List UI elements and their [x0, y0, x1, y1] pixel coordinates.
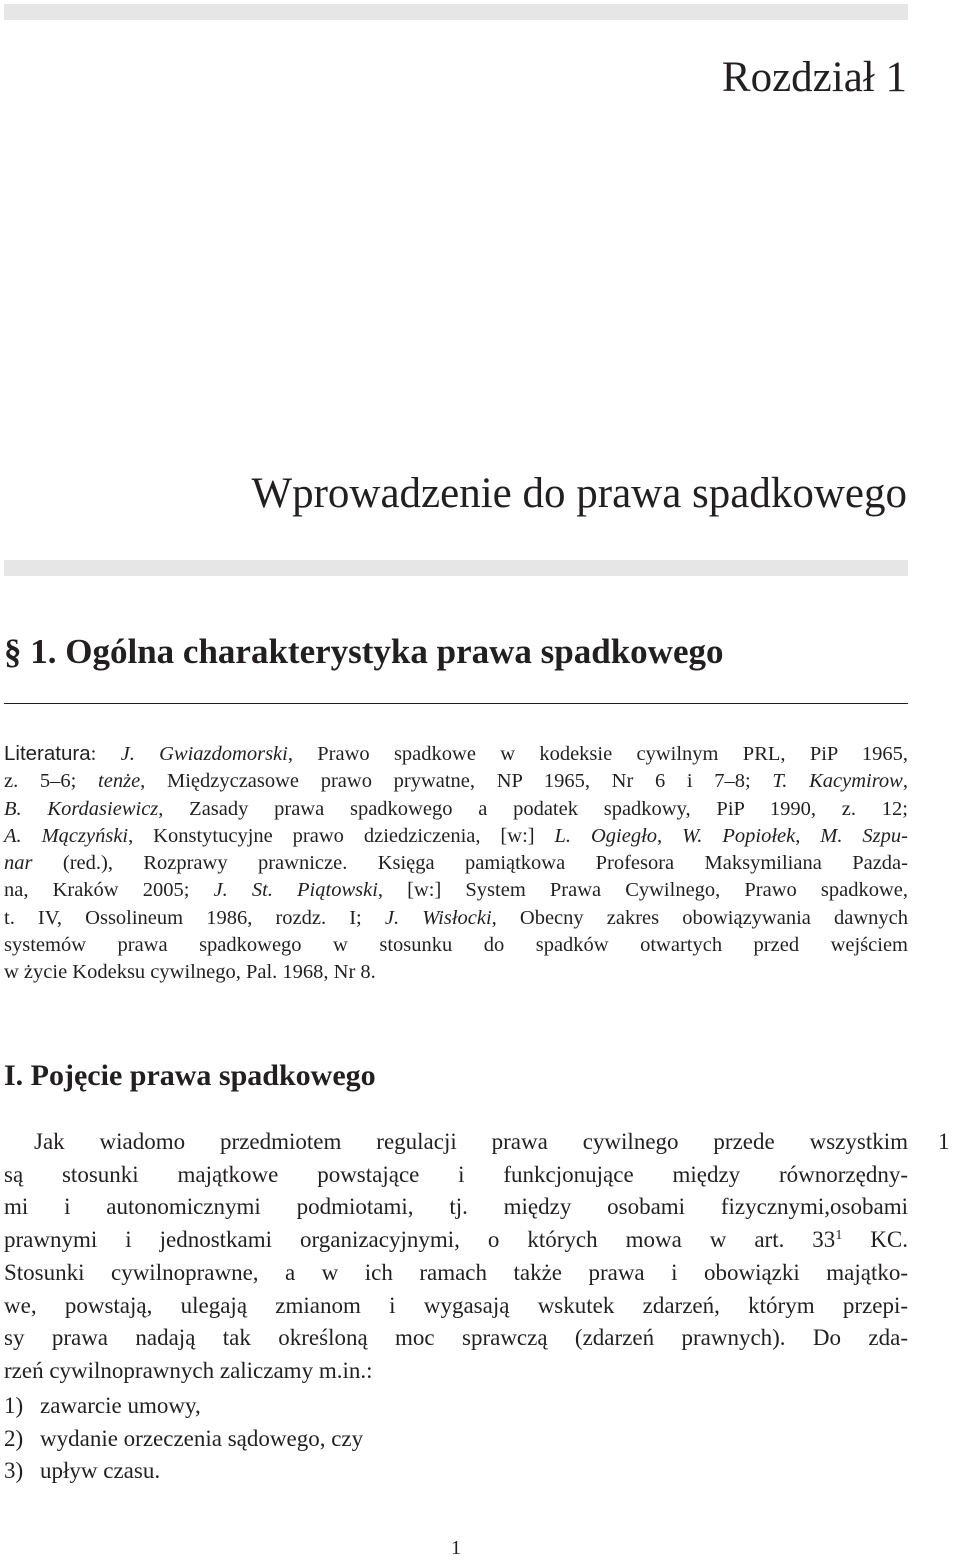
- author-name: M. Szpu-: [820, 824, 908, 847]
- text-line: [4, 1191, 908, 1224]
- text-line: [4, 850, 908, 877]
- text-segment: , Zasady prawa spadkowego a podatek spadkowy, PiP 1990, z. 12;: [158, 797, 908, 820]
- author-name: tenże: [98, 770, 141, 793]
- section-rule: [4, 703, 908, 704]
- list-item-number: 3): [4, 1458, 24, 1484]
- text-segment: z. 5–6;: [4, 770, 99, 793]
- text-segment: ,: [902, 770, 908, 793]
- text-line: [4, 905, 908, 932]
- paragraph-body: [4, 1126, 908, 1388]
- list-item: [4, 1390, 908, 1423]
- text-line: [4, 1355, 908, 1388]
- author-name: L. Ogiegło: [554, 824, 658, 847]
- list-item-text: zawarcie umowy,: [40, 1393, 201, 1418]
- text-line: [4, 768, 908, 795]
- text-segment: prawnymi i jednostkami organizacyjnymi, o których mowa w art. 33: [4, 1227, 836, 1253]
- section-heading: [4, 630, 723, 674]
- author-name: A. Mączyński: [4, 824, 129, 847]
- list-item: [4, 1423, 908, 1456]
- section-title: 1. Ogólna charakterystyka prawa spadkowego: [30, 632, 724, 671]
- list-item-number: 2): [4, 1425, 24, 1451]
- text-line: [4, 1224, 908, 1257]
- list-item-number: 1): [4, 1393, 24, 1418]
- literature-block: [4, 740, 908, 987]
- text-line: [4, 877, 908, 904]
- text-segment: systemów prawa spadkowego w stosunku do spadków otwartych przed wejściem: [4, 934, 908, 957]
- text-line: [4, 1126, 908, 1159]
- text-segment: w życie Kodeksu cywilnego, Pal. 1968, Nr 8.: [4, 961, 376, 984]
- subsection-heading: I. Pojęcie prawa spadkowego: [4, 1059, 376, 1092]
- text-segment: , Prawo spadkowe w kodeksie cywilnym PRL, PiP 1965,: [287, 743, 908, 765]
- list-item-text: wydanie orzeczenia sądowego, czy: [40, 1425, 364, 1451]
- text-line: [4, 959, 908, 986]
- text-line: [4, 1290, 908, 1323]
- text-segment: KC.: [842, 1227, 908, 1253]
- text-segment: , Międzyczasowe prawo prywatne, NP 1965, Nr 6 i 7–8;: [140, 770, 773, 793]
- author-name: B. Kordasiewicz: [4, 797, 159, 820]
- chapter-title: Wprowadzenie do prawa spadkowego: [251, 470, 907, 517]
- literature-label: Literatura: [4, 742, 91, 765]
- page-number: 1: [451, 1537, 461, 1559]
- text-segment: Stosunki cywilnoprawne, a w ich ramach także prawa i obowiązki majątko-: [4, 1259, 908, 1285]
- margin-number: 1: [938, 1129, 950, 1154]
- text-segment: są stosunki majątkowe powstające i funkcjonujące między równorzędny-: [4, 1161, 908, 1187]
- text-segment: ,: [657, 824, 683, 847]
- author-name: nar: [4, 852, 33, 875]
- text-segment: ,: [795, 824, 821, 847]
- text-segment: , [w:] System Prawa Cywilnego, Prawo spadkowe,: [377, 879, 908, 902]
- text-segment: sy prawa nadają tak określoną moc sprawczą (zdarzeń prawnych). Do zda-: [4, 1325, 908, 1351]
- text-line: [4, 1322, 908, 1355]
- list-item-text: upływ czasu.: [40, 1458, 161, 1484]
- text-segment: t. IV, Ossolineum 1986, rozdz. I;: [4, 906, 385, 929]
- author-name: J. Wisłocki: [384, 906, 492, 929]
- text-segment: we, powstają, ulegają zmianom i wygasają wskutek zdarzeń, którym przepi-: [4, 1292, 908, 1318]
- text-segment: , Obecny zakres obowiązywania dawnych: [491, 906, 908, 929]
- chapter-label: Rozdział 1: [721, 54, 907, 101]
- text-line: [4, 932, 908, 959]
- text-segment: (red.), Rozprawy prawnicze. Księga pamiątkowa Profesora Maksymiliana Pazda-: [32, 852, 908, 875]
- text-segment: rzeń cywilnoprawnych zaliczamy m.in.:: [4, 1357, 373, 1383]
- list-item: [4, 1455, 908, 1488]
- text-line: [4, 796, 908, 823]
- text-segment: mi i autonomicznymi podmiotami, tj. między osobami fizycznymi,osobami: [4, 1194, 908, 1220]
- event-list: [4, 1390, 908, 1488]
- author-name: W. Popiołek: [682, 824, 796, 847]
- author-name: J. Gwiazdomorski: [120, 743, 288, 765]
- text-segment: , Konstytucyjne prawo dziedziczenia, [w:]: [128, 824, 555, 847]
- text-line: [4, 823, 908, 850]
- author-name: T. Kacymirow: [772, 770, 903, 793]
- chapter-divider-bar: [4, 560, 908, 576]
- section-symbol: §: [4, 632, 22, 671]
- text-segment: na, Kraków 2005;: [4, 879, 214, 902]
- header-bar: [4, 4, 908, 20]
- text-line: [4, 1159, 908, 1192]
- text-segment: 1: [835, 1228, 843, 1244]
- text-segment: :: [90, 743, 121, 765]
- text-line: [4, 1257, 908, 1290]
- text-segment: Jak wiadomo przedmiotem regulacji prawa cywilnego przede wszystkim: [34, 1129, 908, 1154]
- author-name: J. St. Piątowski: [213, 879, 378, 902]
- text-line: [4, 740, 908, 768]
